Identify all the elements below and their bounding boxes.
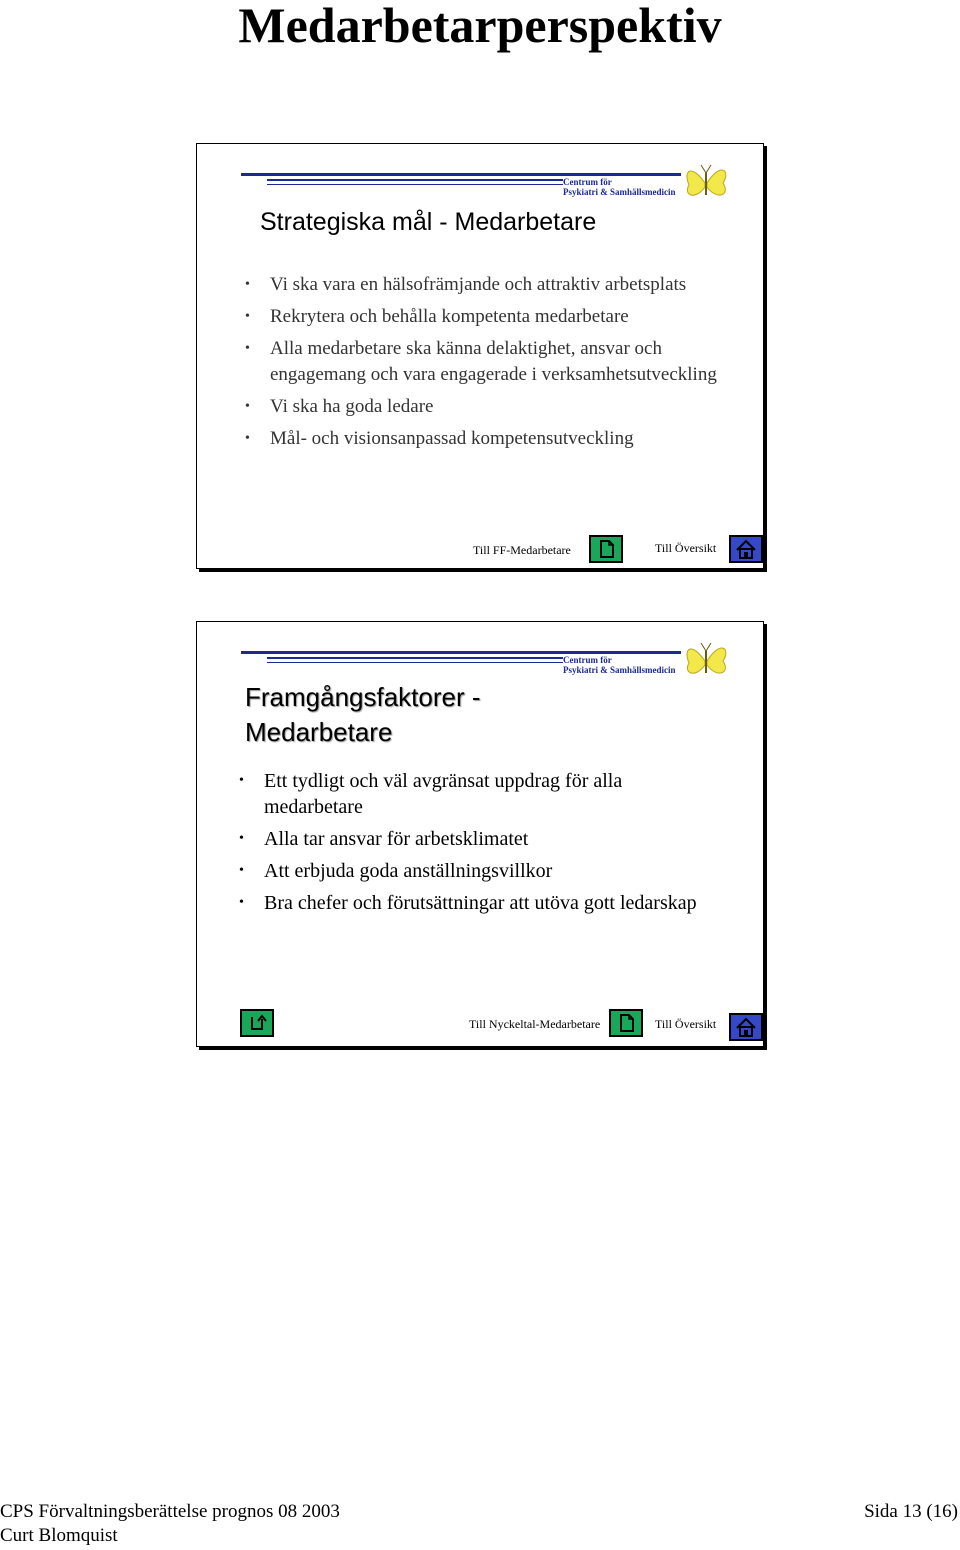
link-ff-medarbetare[interactable]: Till FF-Medarbetare [473, 543, 571, 557]
bullet-text: Att erbjuda goda anställningsvillkor [264, 860, 553, 882]
list-item: • Vi ska vara en hälsofrämjande och attraktiv arbetsplats [245, 274, 687, 295]
page-title: Medarbetarperspektiv [238, 0, 722, 53]
bullet-text: Alla tar ansvar för arbetsklimatet [264, 828, 529, 850]
list-item: • Bra chefer och förutsättningar att utöva gott ledarskap [239, 892, 697, 914]
slide-framgangsfaktorer [196, 621, 764, 1047]
bullet-text: Vi ska ha goda ledare [270, 396, 434, 417]
bullet-text: Bra chefer och förutsättningar att utöva gott ledarskap [264, 892, 697, 914]
list-item: • Att erbjuda goda anställningsvillkor [239, 860, 553, 882]
butterfly-icon [681, 161, 731, 205]
slide-heading-line-1: Framgångsfaktorer - [245, 682, 481, 712]
home-icon [731, 537, 761, 561]
footer-doc-title: CPS Förvaltningsberättelse prognos 08 2003 [0, 1501, 340, 1522]
list-item: • Alla medarbetare ska känna delaktighet, ansvar och engagemang och vara engagerade i verksamhetsutveckling [245, 338, 717, 385]
bullet-text: Mål- och visionsanpassad kompetensutveckling [270, 428, 634, 449]
list-item: • Mål- och visionsanpassad kompetensutveckling [245, 428, 634, 449]
bullet-text: Alla medarbetare ska känna delaktighet, ansvar och engagemang och vara engagerade i verksamhetsutveckling [270, 338, 717, 385]
footer-page-number: Sida 13 (16) [864, 1501, 958, 1522]
slide-strategiska-mal [196, 143, 764, 569]
return-arrow-icon [242, 1011, 272, 1035]
butterfly-icon [681, 639, 731, 683]
logo-line-2: Psykiatri & Samhällsmedicin [563, 665, 676, 675]
back-nav-button[interactable] [240, 1009, 274, 1037]
logo-line-1: Centrum för [563, 655, 612, 665]
logo-line-1: Centrum för [563, 177, 612, 187]
list-item: • Vi ska ha goda ledare [245, 396, 434, 417]
bullet-text: Ett tydligt och väl avgränsat uppdrag för alla medarbetare [264, 770, 623, 818]
home-icon [731, 1015, 761, 1039]
bullet-list [239, 768, 719, 922]
bullet-text: Rekrytera och behålla kompetenta medarbetare [270, 306, 629, 327]
logo-text [563, 655, 683, 675]
slide-heading: Strategiska mål - Medarbetare [260, 208, 597, 236]
link-oversikt[interactable]: Till Översikt [655, 541, 717, 555]
logo-line-2: Psykiatri & Samhällsmedicin [563, 187, 676, 197]
footer-left [0, 1500, 340, 1548]
document-nav-button[interactable] [609, 1009, 643, 1037]
home-nav-button[interactable] [729, 1013, 763, 1041]
slide-heading [245, 680, 481, 750]
list-item: • Alla tar ansvar för arbetsklimatet [239, 828, 529, 850]
logo-text [563, 177, 683, 197]
document-icon [611, 1011, 641, 1035]
document-nav-button[interactable] [589, 535, 623, 563]
bullet-list [245, 272, 745, 458]
bullet-text: Vi ska vara en hälsofrämjande och attraktiv arbetsplats [270, 274, 687, 295]
list-item: • Rekrytera och behålla kompetenta medarbetare [245, 306, 629, 327]
list-item: • Ett tydligt och väl avgränsat uppdrag för alla medarbetare [239, 770, 623, 818]
footer-author: Curt Blomquist [0, 1525, 118, 1546]
link-nyckeltal-medarbetare[interactable]: Till Nyckeltal-Medarbetare [469, 1017, 601, 1031]
home-nav-button[interactable] [729, 535, 763, 563]
document-icon [591, 537, 621, 561]
slide-heading-line-2: Medarbetare [245, 717, 393, 747]
link-oversikt[interactable]: Till Översikt [655, 1017, 717, 1031]
